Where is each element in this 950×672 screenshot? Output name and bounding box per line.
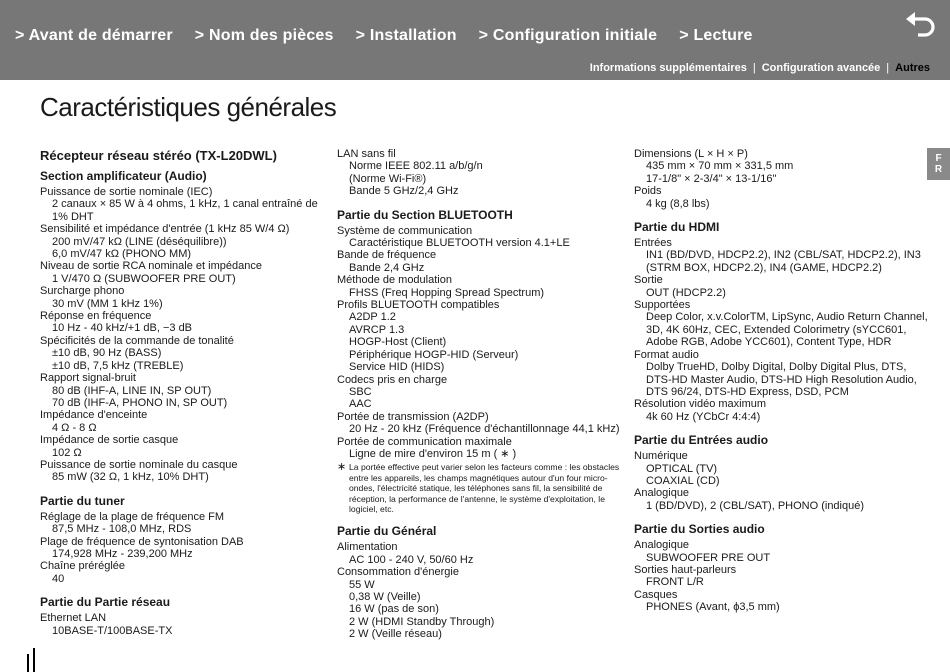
spec-value: Deep Color, x.v.ColorTM, LipSync, Audio Return Channel, [646, 311, 928, 324]
spec-value: Norme IEEE 802.11 a/b/g/n [349, 160, 483, 173]
section-heading: Partie du Sorties audio [634, 522, 765, 537]
footnote-text: La portée effective peut varier selon les facteurs comme : les obstacles entre les appareils, les champs magnétiques autour d'un four micro-ondes, l'électricité statique, les téléphones sans fil, la sensibilité de réception, la performance de l'antenne, le système d'exploitation, le logiciel, etc. [349, 462, 620, 514]
spec-value: Service HID (HIDS) [349, 361, 445, 374]
spec-value: 87,5 MHz - 108,0 MHz, RDS [52, 523, 192, 536]
spec-value: 55 W [349, 578, 375, 591]
spec-label: Puissance de sortie nominale du casque [40, 458, 238, 471]
spec-label: Numérique [634, 450, 688, 463]
section-heading: Partie du HDMI [634, 220, 720, 235]
spec-value: OUT (HDCP2.2) [646, 286, 726, 299]
spec-value: 102 Ω [52, 446, 82, 459]
spec-label: LAN sans fil [337, 148, 396, 160]
spec-value: 4k 60 Hz (YCbCr 4:4:4) [646, 410, 761, 423]
spec-value: Périphérique HOGP-HID (Serveur) [349, 348, 519, 361]
spec-value: Bande 5 GHz/2,4 GHz [349, 185, 459, 198]
spec-value: 2 canaux × 85 W à 4 ohms, 1 kHz, 1 canal entraîné de [52, 198, 318, 211]
spec-value: COAXIAL (CD) [646, 474, 720, 487]
spec-value: 6,0 mV/47 kΩ (PHONO MM) [52, 248, 192, 261]
page-title: Caractéristiques générales [40, 92, 337, 122]
spec-value: 0,38 W (Veille) [349, 591, 421, 603]
spec-value: PHONES (Avant, ϕ3,5 mm) [646, 601, 780, 614]
spec-value: 4 Ω - 8 Ω [52, 421, 97, 434]
spec-value: Ligne de mire d'environ 15 m ( ∗ ) [349, 447, 517, 460]
sub-navigation [590, 62, 930, 74]
spec-label: Niveau de sortie RCA nominale et impédance [40, 260, 262, 273]
spec-value: (STRM BOX, HDCP2.2), IN4 (GAME, HDCP2.2) [646, 261, 882, 274]
spec-column-3 [634, 148, 928, 614]
spec-value: AAC [349, 398, 372, 411]
spec-label: Spécificités de la commande de tonalité [40, 334, 234, 347]
spec-column-2 [337, 148, 627, 641]
spec-label: Système de communication [337, 224, 473, 237]
spec-label: Réglage de la plage de fréquence FM [40, 510, 225, 523]
spec-value: FRONT L/R [646, 576, 704, 589]
spec-label: Casques [634, 588, 678, 601]
spec-value: 10BASE-T/100BASE-TX [52, 624, 173, 637]
footnote [337, 462, 627, 514]
section-heading: Partie du Général [337, 524, 437, 539]
spec-value: 40 [52, 572, 65, 585]
spec-value: AC 100 - 240 V, 50/60 Hz [349, 553, 474, 566]
spec-label: Bande de fréquence [337, 249, 437, 262]
nav-installation[interactable]: > Installation [355, 27, 457, 44]
spec-label: Dimensions (L × H × P) [634, 148, 748, 160]
spec-value: 30 mV (MM 1 kHz 1%) [52, 297, 163, 310]
spec-label: Ethernet LAN [40, 612, 107, 625]
subnav-separator: | [886, 62, 890, 74]
spec-label: Sorties haut-parleurs [634, 563, 737, 576]
spec-label: Chaîne préréglée [40, 560, 126, 573]
spec-label: Entrées [634, 237, 672, 250]
spec-label: Portée de communication maximale [337, 435, 512, 448]
spec-label: Sensibilité et impédance d'entrée (1 kHz 85 W/4 Ω) [40, 223, 290, 236]
language-letter: R [934, 164, 943, 175]
spec-value: 80 dB (IHF-A, LINE IN, SP OUT) [52, 384, 212, 397]
spec-label: Poids [634, 185, 662, 198]
spec-label: Format audio [634, 348, 699, 361]
top-navigation-bar [0, 0, 950, 80]
spec-value: SBC [349, 385, 372, 398]
spec-label: Plage de fréquence de syntonisation DAB [40, 535, 244, 548]
spec-label: Analogique [634, 539, 690, 552]
nav-avant-de-demarrer[interactable]: > Avant de démarrer [15, 27, 173, 44]
spec-value: 4 kg (8,8 lbs) [646, 197, 710, 210]
spec-label: Résolution vidéo maximum [634, 398, 767, 411]
spec-label: Analogique [634, 487, 690, 500]
spec-value: Dolby TrueHD, Dolby Digital, Dolby Digital Plus, DTS, [646, 361, 907, 374]
spec-column-1 [40, 148, 330, 637]
spec-value: 200 mV/47 kΩ (LINE (déséquilibre)) [52, 235, 227, 248]
spec-label: Réponse en fréquence [40, 310, 152, 323]
spec-label: Sortie [634, 274, 663, 287]
spec-value: 3D, 4K 60Hz, CEC, Extended Colorimetry (sYCC601, [646, 323, 907, 336]
spec-value: DTS 96/24, DTS-HD Express, DSD, PCM [646, 385, 849, 398]
spec-value: AVRCP 1.3 [349, 323, 405, 336]
main-nav [15, 27, 775, 45]
spec-label: Puissance de sortie nominale (IEC) [40, 186, 213, 198]
spec-value: 2 W (Veille réseau) [349, 628, 442, 641]
spec-value: IN1 (BD/DVD, HDCP2.2), IN2 (CBL/SAT, HDCP2.2), IN3 [646, 249, 921, 262]
spec-value: (Norme Wi-Fi®) [349, 172, 427, 185]
section-heading: Partie du tuner [40, 493, 125, 508]
spec-value: DTS-HD Master Audio, DTS-HD High Resolution Audio, [646, 373, 917, 386]
spec-label: Impédance de sortie casque [40, 434, 179, 447]
language-letter: F [935, 153, 942, 164]
nav-configuration-initiale[interactable]: > Configuration initiale [478, 27, 658, 44]
section-heading: Partie du Section BLUETOOTH [337, 207, 513, 222]
spec-value: 1% DHT [52, 210, 94, 223]
spec-label: Rapport signal-bruit [40, 372, 136, 385]
spec-value: 1 (BD/DVD), 2 (CBL/SAT), PHONO (indiqué) [646, 499, 865, 512]
spec-label: Supportées [634, 299, 691, 312]
spec-value: 16 W (pas de son) [349, 603, 439, 616]
return-arrow-icon[interactable] [905, 10, 937, 38]
spec-value: 85 mW (32 Ω, 1 kHz, 10% DHT) [52, 471, 209, 484]
nav-lecture[interactable]: > Lecture [679, 27, 753, 44]
section-heading: Section amplificateur (Audio) [40, 169, 207, 183]
corner-mark-icon [26, 648, 38, 672]
subnav-configuration-avancee[interactable]: Configuration avancée [761, 62, 881, 74]
spec-label: Impédance d'enceinte [40, 409, 148, 422]
spec-label: Méthode de modulation [337, 274, 452, 287]
spec-value: Bande 2,4 GHz [349, 261, 425, 274]
spec-value: ±10 dB, 7,5 kHz (TREBLE) [52, 359, 184, 372]
spec-value: 435 mm × 70 mm × 331,5 mm [646, 160, 794, 173]
spec-value: Caractéristique BLUETOOTH version 4.1+LE [349, 237, 570, 250]
spec-label: Consommation d'énergie [337, 566, 459, 579]
spec-label: Surcharge phono [40, 285, 125, 298]
spec-label: Alimentation [337, 541, 398, 554]
subnav-separator: | [752, 62, 756, 74]
nav-nom-des-pieces[interactable]: > Nom des pièces [194, 27, 334, 44]
spec-value: 10 Hz - 40 kHz/+1 dB, −3 dB [52, 322, 193, 335]
spec-value: HOGP-Host (Client) [349, 336, 447, 349]
subnav-autres[interactable]: Autres [895, 62, 930, 74]
spec-value: 174,928 MHz - 239,200 MHz [52, 547, 193, 560]
spec-value: A2DP 1.2 [349, 311, 396, 324]
spec-value: 70 dB (IHF-A, PHONO IN, SP OUT) [52, 396, 228, 409]
section-heading: Partie du Partie réseau [40, 595, 171, 610]
spec-label: Codecs pris en charge [337, 373, 448, 386]
spec-value: 20 Hz - 20 kHz (Fréquence d'échantillonnage 44,1 kHz) [349, 423, 620, 436]
spec-value: SUBWOOFER PRE OUT [646, 551, 771, 564]
spec-value: ±10 dB, 90 Hz (BASS) [52, 347, 162, 360]
spec-value: 17-1/8" × 2-3/4" × 13-1/16" [646, 172, 777, 185]
spec-value: 1 V/470 Ω (SUBWOOFER PRE OUT) [52, 272, 236, 285]
section-heading: Partie du Entrées audio [634, 433, 769, 448]
language-tab [927, 148, 950, 180]
spec-value: Adobe RGB, Adobe YCC601), Content Type, HDR [646, 336, 892, 349]
subnav-informations-supplementaires[interactable]: Informations supplémentaires [589, 62, 747, 74]
footnote-mark: ∗ [337, 461, 347, 474]
product-title: Récepteur réseau stéréo (TX-L20DWL) [40, 148, 277, 163]
spec-value: 2 W (HDMI Standby Through) [349, 615, 495, 628]
spec-label: Profils BLUETOOTH compatibles [337, 299, 500, 312]
spec-label: Portée de transmission (A2DP) [337, 410, 489, 423]
spec-value: FHSS (Freq Hopping Spread Spectrum) [349, 286, 545, 299]
spec-value: OPTICAL (TV) [646, 462, 718, 475]
